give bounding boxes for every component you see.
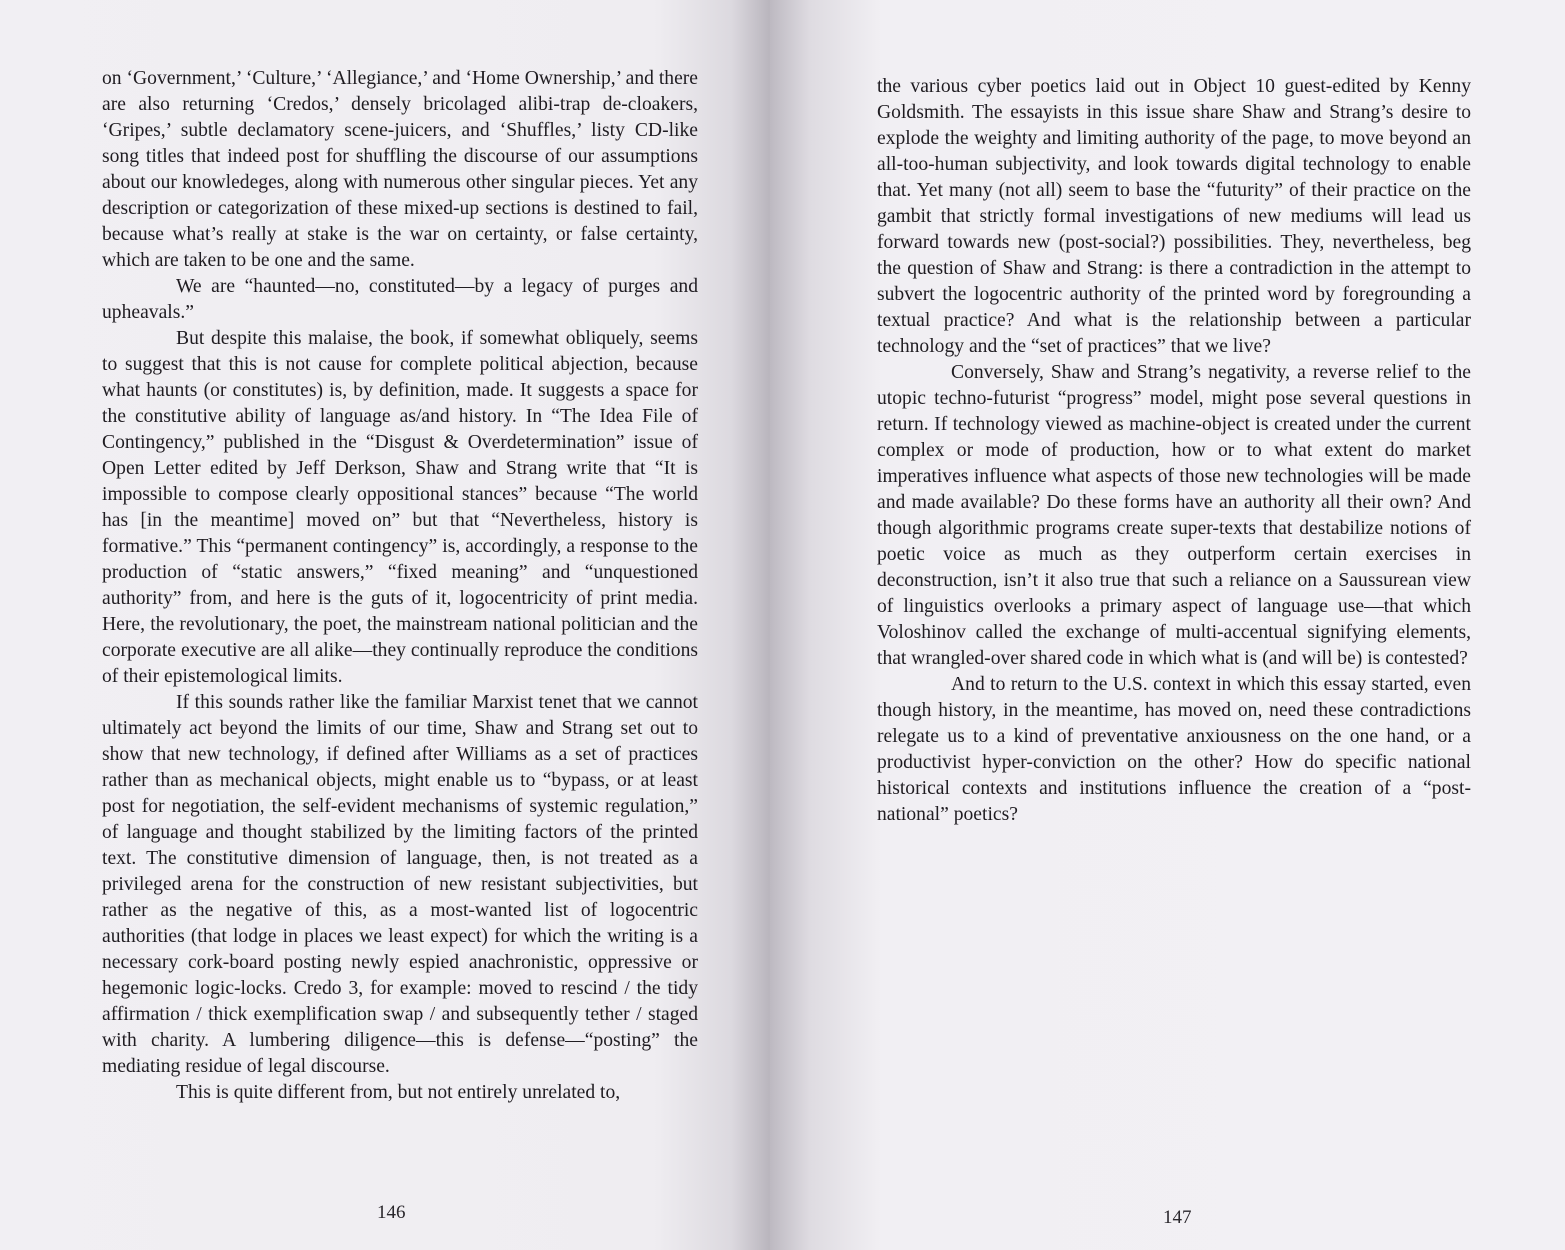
left-page-body xyxy=(102,66,698,1106)
left-paragraph-3: But despite this malaise, the book, if somewhat obliquely, seems to suggest that this is not cause for complete political abjection, because what haunts (or constitutes) is, by definition, made. It suggests a space for the constitutive ability of language as/and history. In “The Idea File of Contingency,” published in the “Disgust & Overdetermination” issue of Open Letter edited by Jeff Derkson, Shaw and Strang write that “It is impossible to compose clearly oppositional stances” because “The world has [in the meantime] moved on” but that “Nevertheless, history is formative.” This “permanent contingency” is, accordingly, a response to the production of “static answers,” “fixed meaning” and “unquestioned authority” from, and here is the guts of it, logocentricity of print media. Here, the revolutionary, the poet, the mainstream national politician and the corporate executive are all alike—they continually reproduce the conditions of their epistemological limits. xyxy=(102,328,698,687)
left-paragraph-1: on ‘Government,’ ‘Culture,’ ‘Allegiance,’ and ‘Home Ownership,’ and there are also returning ‘Credos,’ densely bricolaged alibi-trap de-cloakers, ‘Gripes,’ subtle declamatory scene-juicers, and ‘Shuffles,’ listy CD-like song titles that indeed post for shuffling the discourse of our assumptions about our knowledeges, along with numerous other singular pieces. Yet any description or categorization of these mixed-up sections is destined to fail, because what’s really at stake is the war on certainty, or false certainty, which are taken to be one and the same. xyxy=(102,68,698,271)
right-paragraph-2: Conversely, Shaw and Strang’s negativity, a reverse relief to the utopic techno-futurist “progress” model, might pose several questions in return. If technology viewed as machine-object is created under the current complex or mode of production, how or to what extent do market imperatives influence what aspects of those new technologies will be made and made available? Do these forms have an authority all their own? And though algorithmic programs create super-texts that destabilize notions of poetic voice as much as they outperform certain exercises in deconstruction, isn’t it also true that such a reliance on a Saussurean view of linguistics overlooks a primary aspect of language use—that which Voloshinov called the exchange of multi-accentual signifying elements, that wrangled-over shared code in which what is (and will be) is contested? xyxy=(877,362,1471,669)
left-page-number: 146 xyxy=(377,1202,406,1223)
right-page-number: 147 xyxy=(1163,1207,1192,1228)
left-paragraph-5: This is quite different from, but not entirely unrelated to, xyxy=(176,1082,621,1103)
left-paragraph-4: If this sounds rather like the familiar Marxist tenet that we cannot ultimately act beyond the limits of our time, Shaw and Strang set out to show that new technology, if defined after Williams as a set of practices rather than as mechanical objects, might enable us to “bypass, or at least post for negotiation, the self-evident mechanisms of systemic regulation,” of language and thought stabilized by the limiting factors of the printed text. The constitutive dimension of language, then, is not treated as a privileged arena for the construction of new resistant subjectivities, but rather as the negative of this, as a most-wanted list of logocentric authorities (that lodge in places we least expect) for which the writing is a necessary cork-board posting newly espied anachronistic, oppressive or hegemonic logic-locks. Credo 3, for example: moved to rescind / the tidy affirmation / thick exemplification swap / and subsequently tether / staged with charity. A lumbering diligence—this is defense—“posting” the mediating residue of legal discourse. xyxy=(102,692,698,1077)
right-paragraph-1: the various cyber poetics laid out in Object 10 guest-edited by Kenny Goldsmith. The essayists in this issue share Shaw and Strang’s desire to explode the weighty and limiting authority of the page, to move beyond an all-too-human subjectivity, and look towards digital technology to enable that. Yet many (not all) seem to base the “futurity” of their practice on the gambit that strictly formal investigations of new mediums will lead us forward towards new (post-social?) possibilities. They, nevertheless, beg the question of Shaw and Strang: is there a contradiction in the attempt to subvert the logocentric authority of the printed word by foregrounding a textual practice? And what is the relationship between a particular technology and the “set of practices” that we live? xyxy=(877,76,1471,357)
right-page-body xyxy=(877,74,1471,828)
left-paragraph-2: We are “haunted—no, constituted—by a legacy of purges and upheavals.” xyxy=(102,276,698,323)
left-page xyxy=(0,0,770,1250)
right-page xyxy=(770,0,1565,1250)
right-paragraph-3: And to return to the U.S. context in which this essay started, even though history, in the meantime, has moved on, need these contradictions relegate us to a kind of preventative anxiousness on the one hand, or a productivist hyper-conviction on the other? How do specific national historical contexts and institutions influence the creation of a “post-national” poetics? xyxy=(877,674,1471,825)
